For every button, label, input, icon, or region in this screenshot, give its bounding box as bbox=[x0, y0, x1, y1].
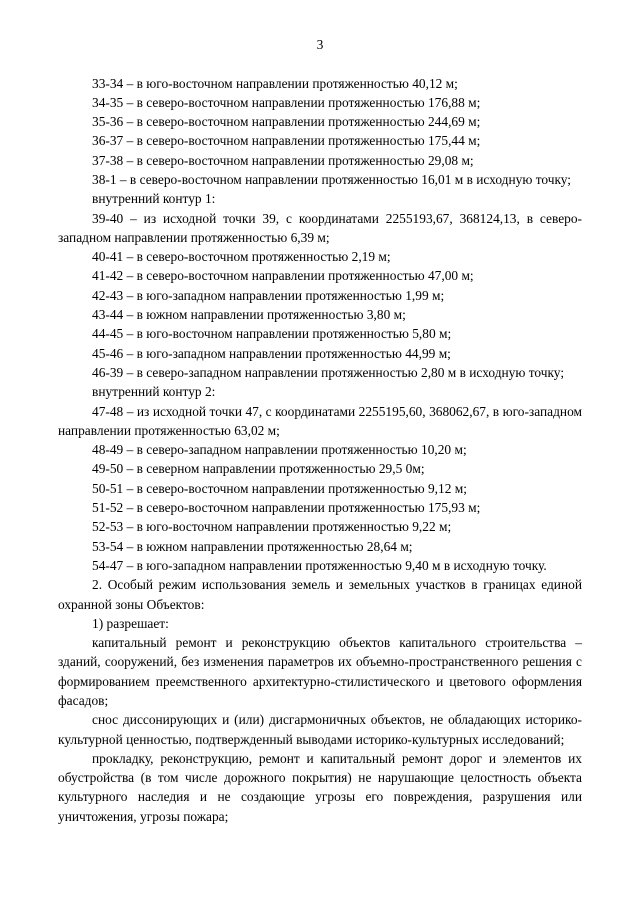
paragraph: 54-47 – в юго-западном направлении протяженностью 9,40 м в исходную точку. bbox=[92, 557, 547, 573]
paragraph: 43-44 – в южном направлении протяженностью 3,80 м; bbox=[92, 307, 406, 323]
paragraph: 33-34 – в юго-восточном направлении протяженностью 40,12 м; bbox=[92, 75, 458, 91]
paragraph: капитальный ремонт и реконструкцию объектов капитального строительства – зданий, сооружений, без изменения параметров их объемно-пространственного решения с формированием преемственного архитектурно-стилистического и цветового оформления фасадов; bbox=[58, 635, 582, 708]
paragraph: 36-37 – в северо-восточном направлении протяженностью 175,44 м; bbox=[92, 133, 481, 149]
paragraph: 49-50 – в северном направлении протяженностью 29,5 0м; bbox=[92, 461, 425, 477]
paragraph: 42-43 – в юго-западном направлении протяженностью 1,99 м; bbox=[92, 287, 445, 303]
paragraph: 38-1 – в северо-восточном направлении протяженностью 16,01 м в исходную точку; bbox=[92, 171, 572, 187]
paragraph: 51-52 – в северо-восточном направлении протяженностью 175,93 м; bbox=[92, 500, 481, 516]
paragraph: 41-42 – в северо-восточном направлении протяженностью 47,00 м; bbox=[92, 268, 474, 284]
paragraph: прокладку, реконструкцию, ремонт и капитальный ремонт дорог и элементов их обустройства (в том числе дорожного покрытия) не нарушающие целостность объекта культурного наследия и не создающие угрозы его повреждения, разрушения или уничтожения, угрозы пожара; bbox=[58, 750, 582, 824]
paragraph: 44-45 – в юго-восточном направлении протяженностью 5,80 м; bbox=[92, 326, 452, 342]
paragraph: 35-36 – в северо-восточном направлении протяженностью 244,69 м; bbox=[92, 114, 481, 130]
paragraph: 2. Особый режим использования земель и земельных участков в границах единой охранной зоны Объектов: bbox=[58, 577, 582, 612]
page-number: 3 bbox=[316, 37, 324, 52]
paragraph: 34-35 – в северо-восточном направлении протяженностью 176,88 м; bbox=[92, 94, 481, 110]
paragraph: снос диссонирующих и (или) дисгармоничных объектов, не обладающих историко-культурной ценностью, подтвержденный выводами историко-культурных исследований; bbox=[58, 712, 582, 747]
paragraph: 1) разрешает: bbox=[92, 615, 169, 631]
paragraph: 45-46 – в юго-западном направлении протяженностью 44,99 м; bbox=[92, 345, 451, 361]
paragraph: 53-54 – в южном направлении протяженностью 28,64 м; bbox=[92, 538, 413, 554]
paragraph: 52-53 – в юго-восточном направлении протяженностью 9,22 м; bbox=[92, 519, 452, 535]
paragraph: 40-41 – в северо-восточном протяженностью 2,19 м; bbox=[92, 249, 391, 265]
paragraph: внутренний контур 1: bbox=[92, 191, 216, 207]
paragraph: 37-38 – в северо-восточном направлении протяженностью 29,08 м; bbox=[92, 152, 474, 168]
paragraph: 39-40 – из исходной точки 39, с координатами 2255193,67, 368124,13, в северо-западном направлении протяженностью 6,39 м; bbox=[58, 210, 582, 245]
paragraph: внутренний контур 2: bbox=[92, 384, 216, 400]
paragraph: 48-49 – в северо-западном направлении протяженностью 10,20 м; bbox=[92, 442, 467, 458]
document-body bbox=[58, 74, 582, 827]
paragraph: 47-48 – из исходной точки 47, с координатами 2255195,60, 368062,67, в юго-западном направлении протяженностью 63,02 м; bbox=[58, 403, 582, 438]
paragraph: 50-51 – в северо-восточном направлении протяженностью 9,12 м; bbox=[92, 480, 467, 496]
paragraph: 46-39 – в северо-западном направлении протяженностью 2,80 м в исходную точку; bbox=[92, 364, 565, 380]
